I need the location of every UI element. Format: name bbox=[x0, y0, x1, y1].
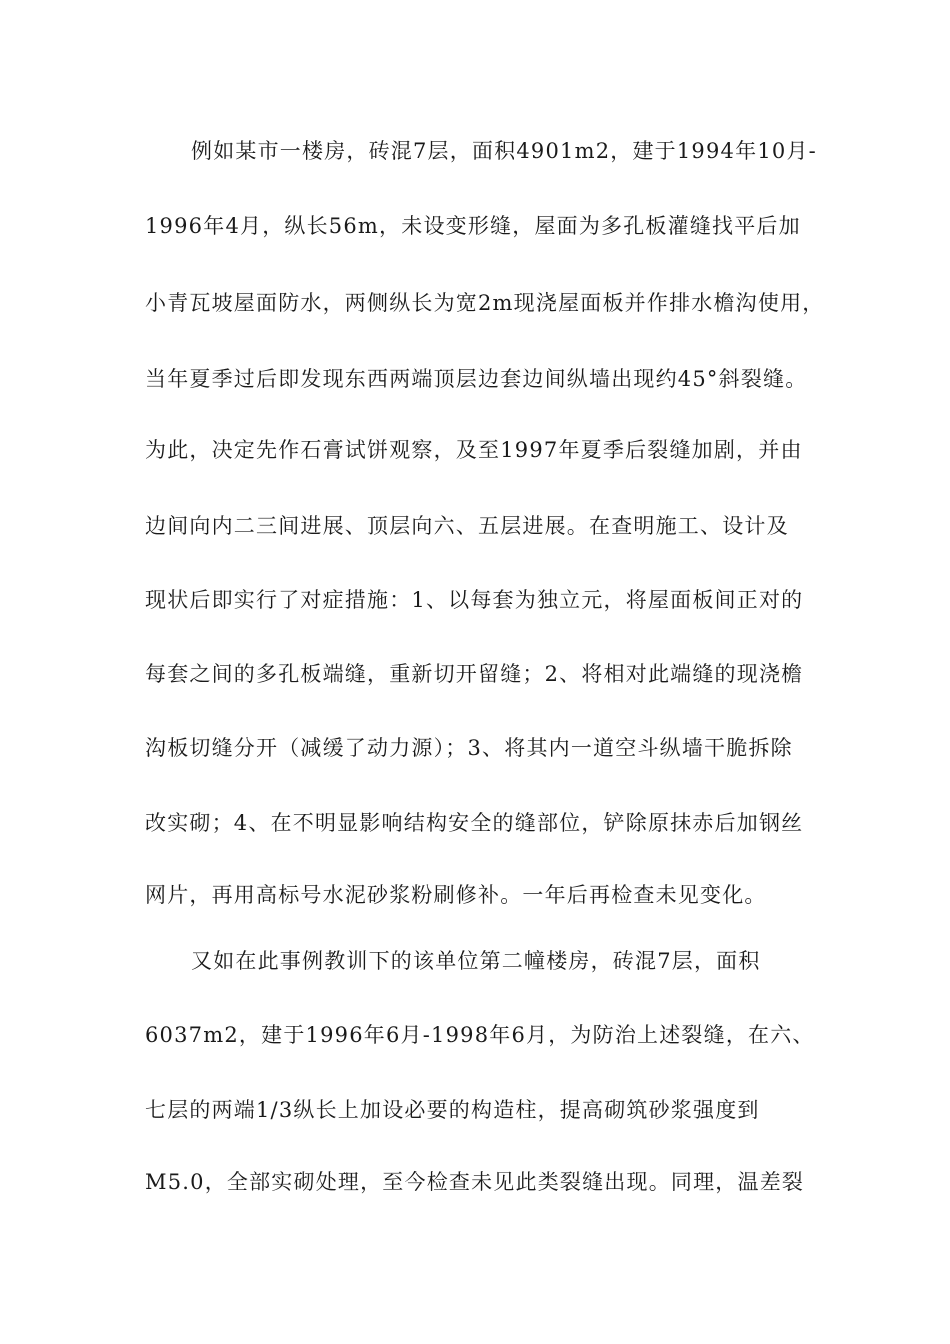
text-line: 当年夏季过后即发现东西两端顶层边套边间纵墙出现约45°斜裂缝。 bbox=[145, 367, 808, 391]
text-line: 沟板切缝分开（减缓了动力源）；3、将其内一道空斗纵墙干脆拆除 bbox=[145, 736, 793, 760]
text-line: 改实砌；4、在不明显影响结构安全的缝部位，铲除原抹赤后加钢丝 bbox=[145, 811, 804, 835]
text-line: 小青瓦坡屋面防水，两侧纵长为宽2m现浇屋面板并作排水檐沟使用， bbox=[145, 291, 825, 315]
text-line: 每套之间的多孔板端缝，重新切开留缝；2、将相对此端缝的现浇檐 bbox=[145, 662, 804, 686]
text-line: 边间向内二三间进展、顶层向六、五层进展。在查明施工、设计及 bbox=[145, 514, 789, 538]
text-line: 1996年4月，纵长56m，未设变形缝，屋面为多孔板灌缝找平后加 bbox=[145, 214, 801, 238]
text-line: 现状后即实行了对症措施：1、以每套为独立元，将屋面板间正对的 bbox=[145, 588, 804, 612]
text-line: 6037m2，建于1996年6月-1998年6月，为防治上述裂缝，在六、 bbox=[145, 1023, 815, 1047]
text-line: 例如某市一楼房，砖混7层，面积4901m2，建于1994年10月- bbox=[191, 139, 817, 163]
text-line: 又如在此事例教训下的该单位第二幢楼房，砖混7层，面积 bbox=[191, 949, 761, 973]
text-line: M5.0，全部实砌处理，至今检查未见此类裂缝出现。同理，温差裂 bbox=[145, 1170, 805, 1194]
text-line: 网片，再用高标号水泥砂浆粉刷修补。一年后再检查未见变化。 bbox=[145, 883, 767, 907]
text-line: 为此，决定先作石膏试饼观察，及至1997年夏季后裂缝加剧，并由 bbox=[145, 438, 803, 462]
text-line: 七层的两端1/3纵长上加设必要的构造柱，提高砌筑砂浆强度到 bbox=[145, 1098, 760, 1122]
